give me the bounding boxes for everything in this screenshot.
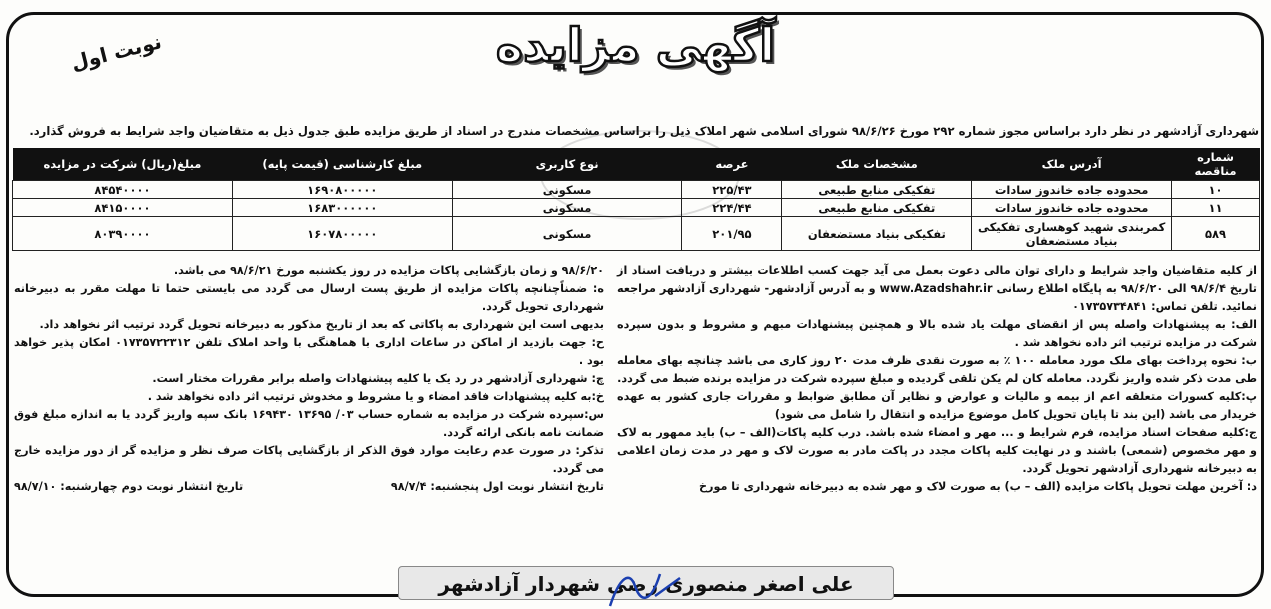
term-paragraph: ۹۸/۶/۲۰ و زمان بازگشایی پاکات مزایده در روز یکشنبه مورخ ۹۸/۶/۲۱ می باشد. — [173, 264, 604, 277]
publish-dates — [14, 478, 604, 496]
table-cell: ۱۰ — [1172, 181, 1260, 199]
intro-text: شهرداری آزادشهر در نظر دارد براساس مجوز شماره ۲۹۲ مورخ ۹۸/۶/۲۶ شورای اسلامی شهر املاک ذیل را براساس مشخصات مندرج در اسناد از طریق مزایده طبق جدول ذیل به متقاضیان واجد شرایط به فروش گذارد. — [29, 124, 1259, 138]
signature-mark — [600, 566, 690, 609]
table-cell: ۲۲۴/۴۴ — [682, 199, 782, 217]
term-paragraph: چ: شهرداری آزادشهر در رد یک یا کلیه پیشنهادات واصله برابر مقررات مختار است. — [152, 372, 604, 385]
col-header: آدرس ملک — [972, 148, 1172, 181]
round-label: نوبت اول — [68, 29, 164, 75]
table-cell: تفکیکی منابع طبیعی — [782, 199, 972, 217]
table-cell: ۲۲۵/۴۳ — [682, 181, 782, 199]
table-cell: کمربندی شهید کوهساری تفکیکی بنیاد مستضعفان — [972, 217, 1172, 251]
table-cell: مسکونی — [452, 181, 682, 199]
publish-second: تاریخ انتشار نوبت دوم چهارشنبه: ۹۸/۷/۱۰ — [14, 480, 244, 493]
col-header: مبلغ کارشناسی (قیمت پایه) — [232, 148, 452, 181]
table-cell: ۲۰۱/۹۵ — [682, 217, 782, 251]
term-paragraph: از کلیه متقاضیان واجد شرایط و دارای توان مالی دعوت بعمل می آید جهت کسب اطلاعات بیشتر و دریافت اسناد از تاریخ ۹۸/۶/۴ الی ۹۸/۶/۲۰ به پایگاه اطلاع رسانی www.Azadshahr.ir و به آدرس آزادشهر- شهرداری آزادشهر مراجعه نمائید. تلفن تماس: ۰۱۷۳۵۷۳۴۸۴۱ — [617, 264, 1257, 313]
term-paragraph: ح: جهت بازدید از اماکن در ساعات اداری با هماهنگی با واحد املاک تلفن ۰۱۷۳۵۷۲۲۳۱۲ امکان پذیر خواهد بود . — [14, 336, 604, 367]
table-cell: تفکیکی منابع طبیعی — [782, 181, 972, 199]
term-paragraph: ج:کلیه صفحات اسناد مزایده، فرم شرایط و ... مهر و امضاء شده باشد. درب کلیه پاکات(الف – ب) باید ممهور به لاک و مهر مخصوص (شمعی) باشند و در نهایت کلیه پاکات مجدد در پاکت مادر به صورت لاک و مهر در مدت زمان اعلامی به دبیرخانه شهرداری آزادشهر تحویل گردد. — [617, 426, 1257, 475]
term-paragraph: خ:به کلیه پیشنهادات فاقد امضاء و یا مشروط و مخدوش ترتیب اثر داده نخواهد شد . — [147, 390, 604, 403]
table-cell: تفکیکی بنیاد مستضعفان — [782, 217, 972, 251]
notice-title: آگهی مزایده — [495, 18, 776, 72]
term-paragraph: س:سپرده شرکت در مزایده به شماره حساب ۰۳/ ۱۳۶۹۵ ۱۶۹۴۳۰ بانک سپه واریز گردد یا به اندازه مبلغ فوق ضمانت نامه بانکی ارائه گردد. — [14, 408, 604, 439]
table-cell: ۸۴۵۴۰۰۰۰ — [13, 181, 233, 199]
publish-first: تاریخ انتشار نوبت اول پنجشنبه: ۹۸/۷/۴ — [390, 480, 604, 493]
table-cell: ۱۶۹۰۸۰۰۰۰۰ — [232, 181, 452, 199]
table-cell: ۵۸۹ — [1172, 217, 1260, 251]
property-table — [12, 148, 1260, 251]
col-header: شماره مناقصه — [1172, 148, 1260, 181]
col-header: نوع کاربری — [452, 148, 682, 181]
table-cell: ۱۶۰۷۸۰۰۰۰۰ — [232, 217, 452, 251]
table-cell: ۱۶۸۳۰۰۰۰۰۰ — [232, 199, 452, 217]
term-paragraph: ه: ضمناًچنانچه پاکات مزایده از طریق پست ارسال می گردد می بایستی حتما تا مهلت مقرر به دبیرخانه شهرداری تحویل گردد. — [14, 282, 604, 313]
table-cell: مسکونی — [452, 199, 682, 217]
table-header-row — [13, 148, 1260, 181]
table-cell: محدوده جاده خاندوز سادات — [972, 199, 1172, 217]
table-cell: ۸۰۳۹۰۰۰۰ — [13, 217, 233, 251]
col-header: مبلغ(ریال) شرکت در مزایده — [13, 148, 233, 181]
terms-left-column — [14, 262, 604, 496]
term-paragraph: الف: به پیشنهادات واصله پس از انقضای مهلت یاد شده بالا و همچنین پیشنهادات مبهم و مشروط و بدون سپرده شرکت در مزایده ترتیب اثر داده نخواهد شد . — [617, 318, 1257, 349]
term-paragraph: ب: نحوه پرداخت بهای ملک مورد معامله ۱۰۰ ٪ به صورت نقدی ظرف مدت ۲۰ روز کاری می باشد چنانچه بهای معامله طی مدت ذکر شده واریز نگردد. معامله کان لم یکن تلقی گردیده و مبلغ سپرده شرکت در مزایده برنده ضبط می گردد. — [617, 354, 1257, 385]
col-header: مشخصات ملک — [782, 148, 972, 181]
terms-section — [14, 262, 1257, 562]
term-paragraph: تذکر: در صورت عدم رعایت موارد فوق الذکر از بازگشایی پاکات صرف نظر و مزایده گر از دور مزایده خارج می گردد. — [14, 444, 604, 475]
table-row — [13, 217, 1260, 251]
col-header: عرصه — [682, 148, 782, 181]
table-row — [13, 181, 1260, 199]
table-row — [13, 199, 1260, 217]
table-cell: مسکونی — [452, 217, 682, 251]
term-paragraph: بدیهی است این شهرداری به پاکاتی که بعد از تاریخ مذکور به دبیرخانه تحویل گردد ترتیب اثر نخواهد داد. — [39, 318, 604, 331]
terms-right-column — [617, 262, 1257, 496]
title-container — [0, 20, 1271, 71]
term-paragraph: پ:کلیه کسورات متعلقه اعم از بیمه و مالیات و عوارض و نظایر آن مطابق ضوابط و مقررات جاری کشور به عهده خریدار می باشد (این بند تا پایان تحویل کامل موضوع مزایده و انتقال را شامل می شود) — [617, 390, 1257, 421]
signer-name: علی اصغر منصوری رضی شهردار آزادشهر — [438, 572, 854, 596]
table-cell: ۸۴۱۵۰۰۰۰ — [13, 199, 233, 217]
table-cell: ۱۱ — [1172, 199, 1260, 217]
table-cell: محدوده جاده خاندوز سادات — [972, 181, 1172, 199]
term-paragraph: د: آخرین مهلت تحویل پاکات مزایده (الف – ب) به صورت لاک و مهر شده به دبیرخانه شهرداری تا مورخ — [698, 480, 1257, 493]
